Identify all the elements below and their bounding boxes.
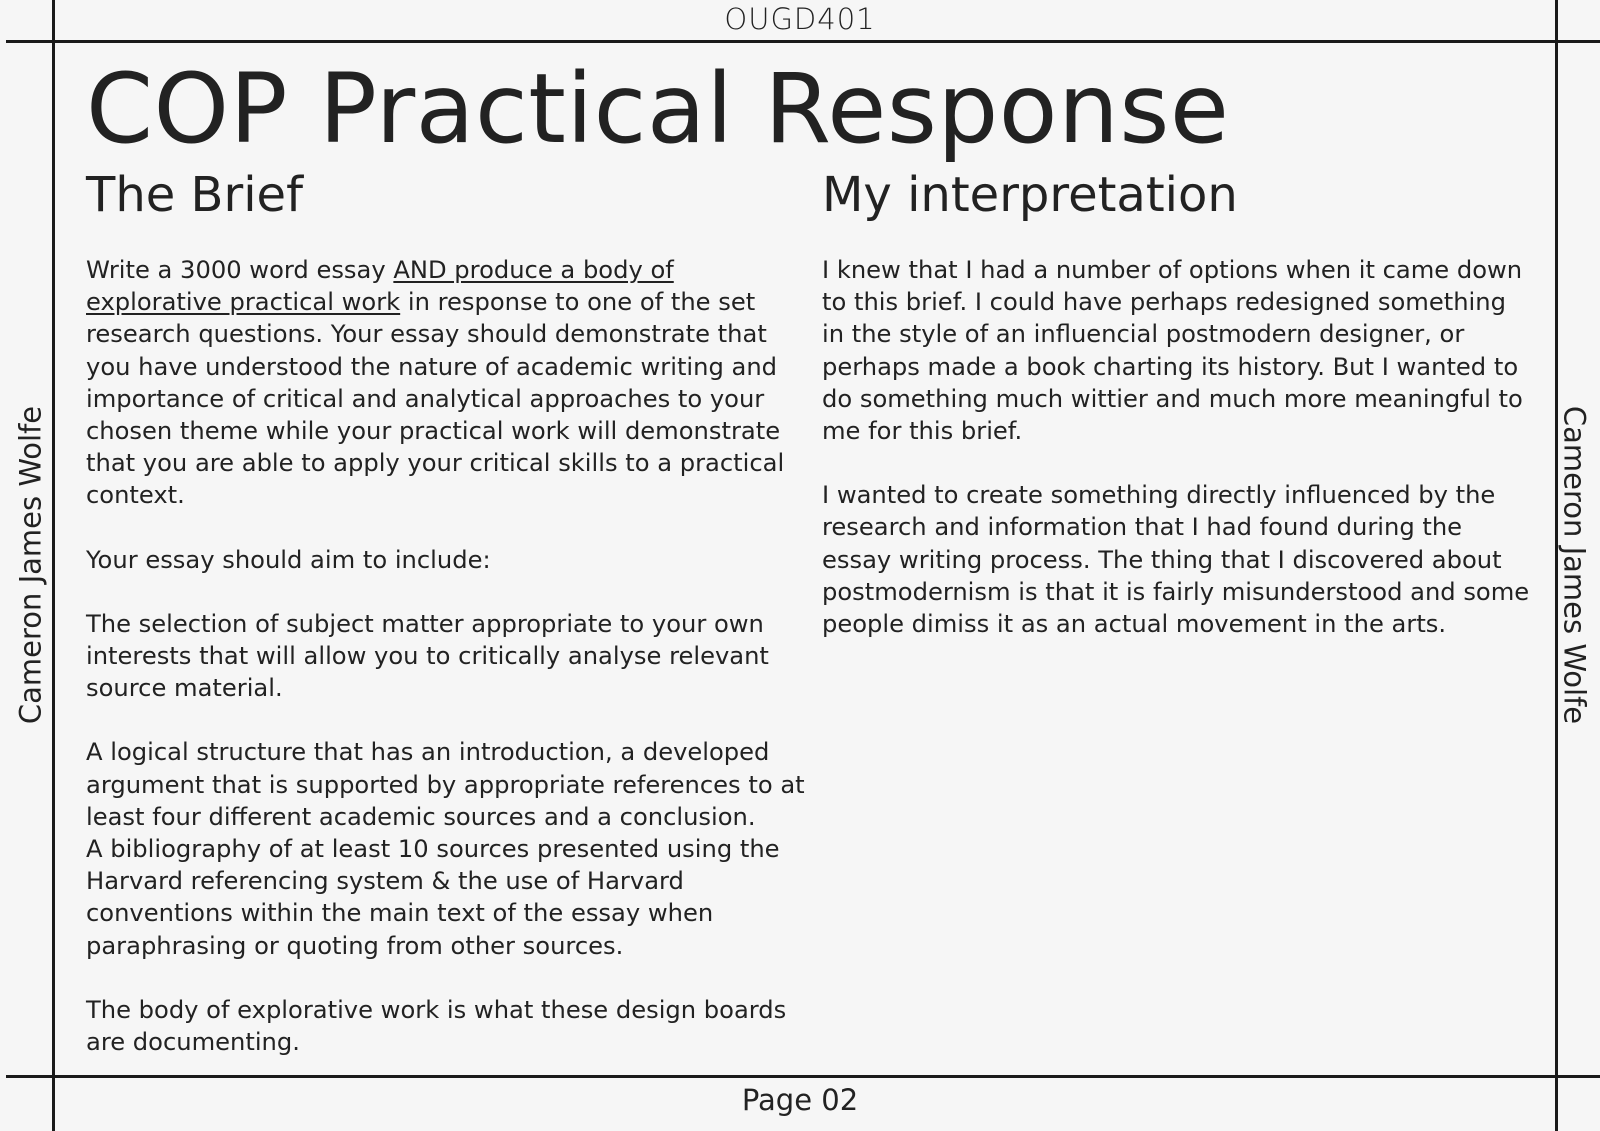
- brief-paragraph-5: A bibliography of at least 10 sources presented using the Harvard referencing system & the use of Harvard conventions within the main text of the essay when paraphrasing or quoting from other sources.: [86, 835, 780, 960]
- brief-p1-rest: in response to one of the set research questions. Your essay should demonstrate that you have understood the nature of academic writing and importance of critical and analytical approaches to your chosen theme while your practical work will demonstrate that you are able to apply your critical skills to a practical context.: [86, 288, 785, 510]
- interpretation-heading: My interpretation: [822, 167, 1238, 223]
- brief-p1-intro: Write a 3000 word essay: [86, 256, 394, 284]
- author-label-right: Cameron James Wolfe: [1557, 405, 1592, 725]
- brief-column: [86, 164, 806, 1090]
- page-number: Page 02: [741, 1083, 859, 1117]
- course-code: OUGD401: [724, 2, 876, 36]
- author-label-left: Cameron James Wolfe: [13, 405, 48, 725]
- brief-heading: The Brief: [86, 167, 303, 223]
- brief-paragraph-6: The body of explorative work is what these design boards are documenting.: [86, 995, 787, 1057]
- page-title: COP Practical Response: [86, 53, 1230, 165]
- left-rule: [52, 0, 55, 1131]
- brief-paragraph-2: Your essay should aim to include:: [86, 545, 491, 574]
- brief-paragraph-3: The selection of subject matter appropriate to your own interests that will allow you to critically analyse relevant source material.: [86, 609, 769, 703]
- brief-p1-emphasis: AND produce a body of explorative practical work: [86, 256, 674, 317]
- brief-paragraph-4: A logical structure that has an introduction, a developed argument that is supported by appropriate references to at least four different academic sources and a conclusion.: [86, 738, 805, 831]
- interpretation-paragraph-1: I knew that I had a number of options when it came down to this brief. I could have perhaps redesigned something in the style of an influencial postmodern designer, or perhaps made a book charting its history. But I wanted to do something much wittier and much more meaningful to me for this brief.: [822, 256, 1523, 446]
- top-rule: [6, 40, 1600, 43]
- interpretation-column: [822, 164, 1534, 672]
- brief-paragraph-1: [86, 254, 806, 512]
- interpretation-paragraph-2: I wanted to create something directly influenced by the research and information that I had found during the essay writing process. The thing that I discovered about postmodernism is that it is fairly misunderstood and some people dimiss it as an actual movement in the arts.: [822, 481, 1530, 639]
